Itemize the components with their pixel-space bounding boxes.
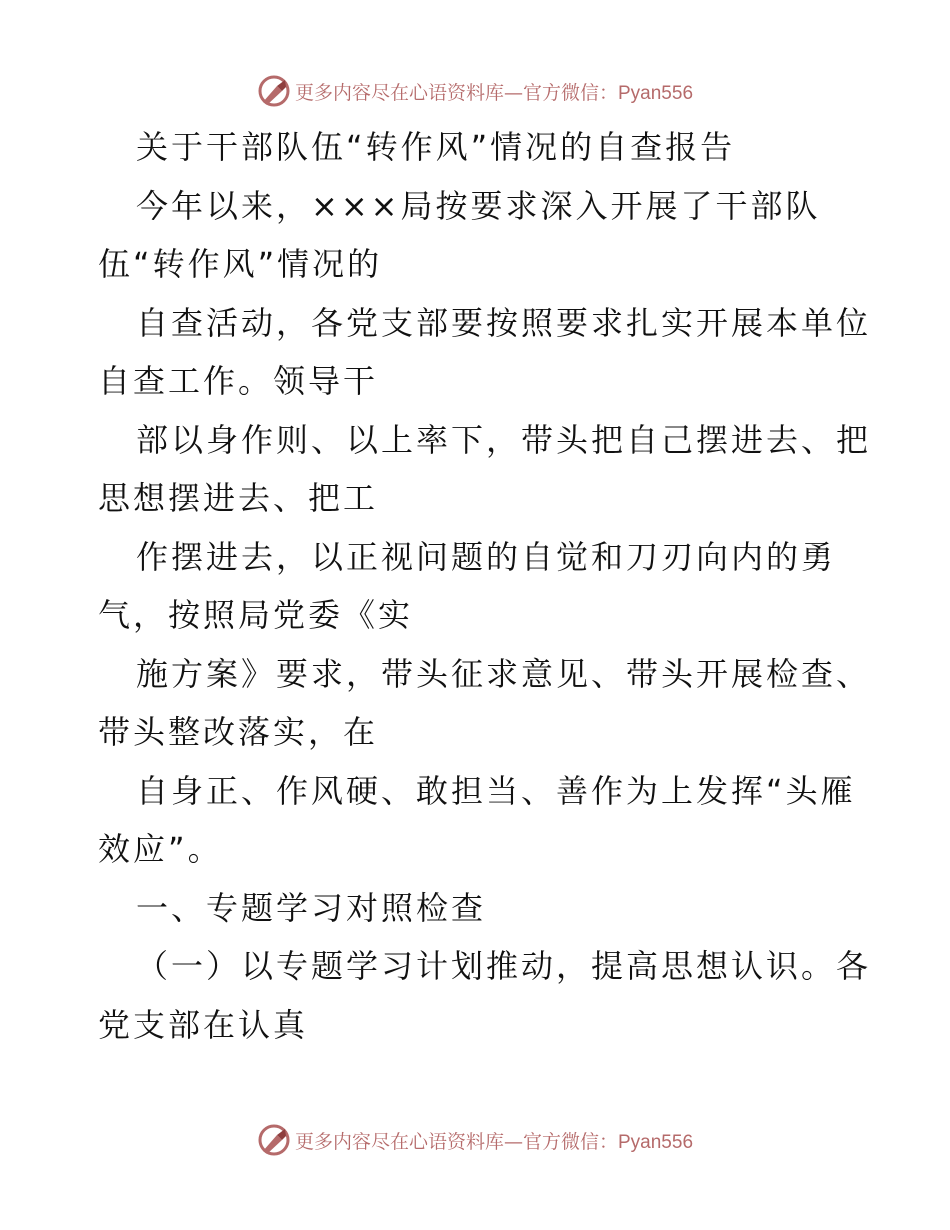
watermark-footer (0, 1120, 950, 1160)
document-title: 关于干部队伍“转作风”情况的自查报告 (136, 128, 736, 166)
paragraph-line: （一）以专题学习计划推动，提高思想认识。各 (136, 947, 872, 985)
paragraph-line: 自查活动，各党支部要按照要求扎实开展本单位 (136, 303, 872, 342)
watermark-site-text: 更多内容尽在心语资料库 (294, 1130, 504, 1153)
watermark-separator: — (503, 1130, 523, 1153)
pen-nib-logo-icon (257, 1123, 291, 1157)
paragraph-line: 党支部在认真 (98, 1005, 309, 1044)
paragraph-line: 带头整改落实，在 (98, 713, 379, 751)
paragraph-line: 自身正、作风硬、敢担当、善作为上发挥“头雁 (136, 771, 856, 810)
section-heading: 一、专题学习对照检查 (136, 888, 487, 927)
paragraph-line: 施方案》要求，带头征求意见、带头开展检查、 (136, 654, 872, 693)
watermark-separator: — (503, 81, 523, 104)
document-body (98, 118, 878, 1054)
watermark-official-label: 官方微信： (522, 81, 618, 104)
watermark-wechat-id: Pyan556 (618, 82, 694, 104)
paragraph-line: 今年以来，×××局按要求深入开展了干部队 (136, 186, 821, 225)
paragraph-line: 效应”。 (98, 830, 223, 868)
watermark-site-text: 更多内容尽在心语资料库 (294, 81, 504, 104)
paragraph-line: 思想摆进去、把工 (98, 479, 379, 517)
pen-nib-logo-icon (257, 74, 291, 108)
paragraph-line: 伍“转作风”情况的 (98, 245, 383, 283)
paragraph-line: 作摆进去，以正视问题的自觉和刀刃向内的勇 (136, 537, 837, 576)
paragraph-line: 气，按照局党委《实 (98, 596, 414, 634)
paragraph-line: 部以身作则、以上率下，带头把自己摆进去、把 (136, 420, 872, 459)
watermark-text (295, 78, 693, 105)
watermark-wechat-id: Pyan556 (618, 1131, 694, 1153)
watermark-official-label: 官方微信： (522, 1130, 618, 1153)
watermark-header (0, 71, 950, 111)
paragraph-line: 自查工作。领导干 (98, 362, 379, 400)
watermark-text (295, 1127, 693, 1154)
